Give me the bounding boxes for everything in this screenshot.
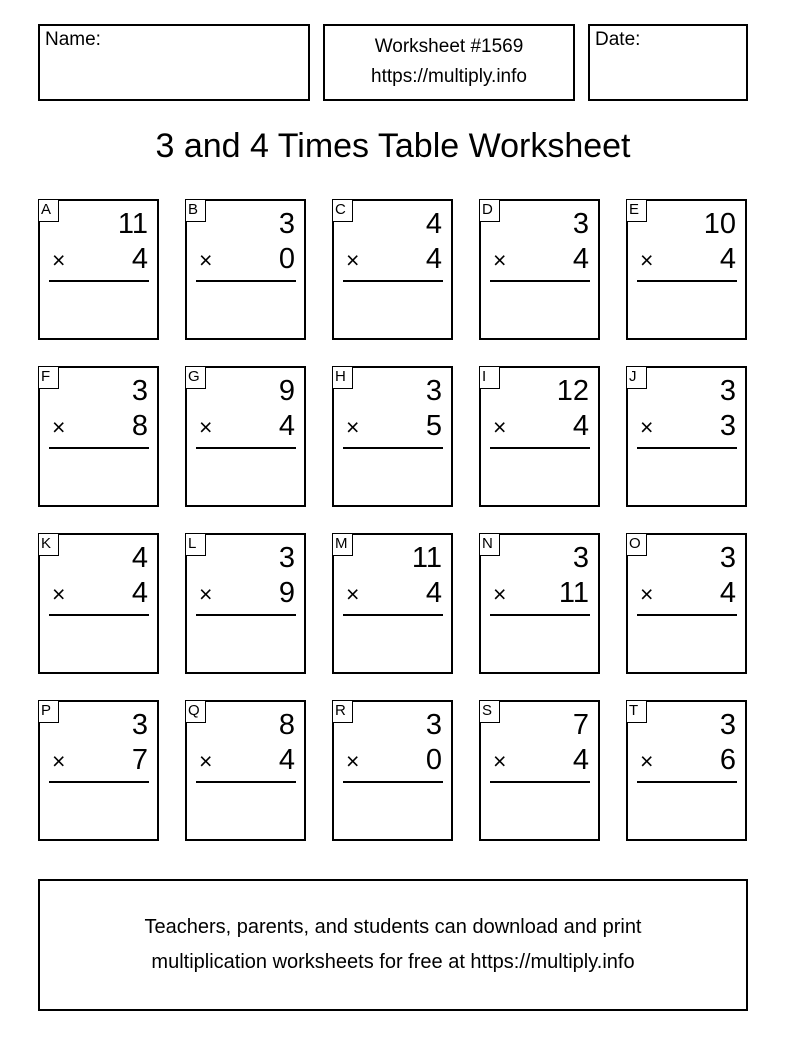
multiplier: 4 <box>572 744 589 776</box>
answer-line <box>343 447 443 449</box>
times-sign: × <box>346 414 360 440</box>
problem-letter: M <box>332 533 353 556</box>
problem-letter: T <box>626 700 647 723</box>
times-sign: × <box>493 581 507 607</box>
times-sign: × <box>493 247 507 273</box>
problem-cell-t[interactable] <box>626 700 747 841</box>
multiplier: 0 <box>425 744 442 776</box>
answer-line <box>196 280 296 282</box>
multiplier: 8 <box>131 410 148 442</box>
problem-cell-k[interactable] <box>38 533 159 674</box>
times-sign: × <box>640 247 654 273</box>
multiplier: 4 <box>425 577 442 609</box>
problem-letter: B <box>185 199 206 222</box>
multiplier: 4 <box>131 243 148 275</box>
times-sign: × <box>52 414 66 440</box>
problem-letter: D <box>479 199 500 222</box>
multiplicand: 3 <box>425 709 442 741</box>
multiplicand: 3 <box>131 375 148 407</box>
problem-cell-d[interactable] <box>479 199 600 340</box>
footer-box <box>38 879 748 1011</box>
problem-letter: Q <box>185 700 206 723</box>
problem-cell-q[interactable] <box>185 700 306 841</box>
answer-line <box>196 447 296 449</box>
times-sign: × <box>346 748 360 774</box>
multiplier: 3 <box>719 410 736 442</box>
answer-line <box>490 614 590 616</box>
times-sign: × <box>199 581 213 607</box>
problem-cell-g[interactable] <box>185 366 306 507</box>
date-label: Date: <box>595 29 641 50</box>
answer-line <box>196 781 296 783</box>
problem-letter: L <box>185 533 206 556</box>
multiplicand: 11 <box>117 208 148 240</box>
multiplier: 9 <box>278 577 295 609</box>
multiplier: 0 <box>278 243 295 275</box>
problem-letter: P <box>38 700 59 723</box>
multiplicand: 3 <box>278 542 295 574</box>
problem-cell-n[interactable] <box>479 533 600 674</box>
answer-line <box>490 280 590 282</box>
answer-line <box>196 614 296 616</box>
times-sign: × <box>640 581 654 607</box>
times-sign: × <box>199 247 213 273</box>
multiplicand: 4 <box>131 542 148 574</box>
answer-line <box>49 614 149 616</box>
multiplicand: 12 <box>556 375 589 407</box>
times-sign: × <box>52 247 66 273</box>
footer-line-2: multiplication worksheets for free at https://multiply.info <box>151 951 635 973</box>
multiplier: 4 <box>572 243 589 275</box>
answer-line <box>49 280 149 282</box>
multiplier: 5 <box>425 410 442 442</box>
problem-cell-o[interactable] <box>626 533 747 674</box>
problem-cell-j[interactable] <box>626 366 747 507</box>
answer-line <box>637 614 737 616</box>
times-sign: × <box>199 748 213 774</box>
multiplier: 4 <box>425 243 442 275</box>
problem-letter: R <box>332 700 353 723</box>
problem-letter: S <box>479 700 500 723</box>
answer-line <box>49 781 149 783</box>
problem-letter: A <box>38 199 59 222</box>
problem-cell-s[interactable] <box>479 700 600 841</box>
multiplier: 7 <box>131 744 148 776</box>
problem-cell-e[interactable] <box>626 199 747 340</box>
problem-cell-h[interactable] <box>332 366 453 507</box>
problem-letter: F <box>38 366 59 389</box>
multiplicand: 3 <box>719 542 736 574</box>
answer-line <box>343 781 443 783</box>
multiplier: 11 <box>558 577 589 609</box>
problem-letter: J <box>626 366 647 389</box>
multiplicand: 3 <box>719 375 736 407</box>
answer-line <box>637 280 737 282</box>
times-sign: × <box>493 748 507 774</box>
multiplicand: 3 <box>278 208 295 240</box>
problem-cell-c[interactable] <box>332 199 453 340</box>
multiplicand: 7 <box>572 709 589 741</box>
times-sign: × <box>346 581 360 607</box>
problem-cell-i[interactable] <box>479 366 600 507</box>
problem-letter: N <box>479 533 500 556</box>
problem-cell-l[interactable] <box>185 533 306 674</box>
times-sign: × <box>346 247 360 273</box>
problem-letter: K <box>38 533 59 556</box>
problem-cell-b[interactable] <box>185 199 306 340</box>
problem-letter: C <box>332 199 353 222</box>
problem-cell-m[interactable] <box>332 533 453 674</box>
problem-letter: O <box>626 533 647 556</box>
multiplier: 6 <box>719 744 736 776</box>
multiplier: 4 <box>719 243 736 275</box>
problem-cell-r[interactable] <box>332 700 453 841</box>
name-label: Name: <box>45 29 101 50</box>
times-sign: × <box>199 414 213 440</box>
worksheet-number: Worksheet #1569 <box>374 36 524 57</box>
answer-line <box>490 447 590 449</box>
multiplicand: 3 <box>719 709 736 741</box>
answer-line <box>637 447 737 449</box>
multiplicand: 3 <box>425 375 442 407</box>
times-sign: × <box>52 748 66 774</box>
times-sign: × <box>52 581 66 607</box>
answer-line <box>637 781 737 783</box>
problem-cell-f[interactable] <box>38 366 159 507</box>
multiplier: 4 <box>719 577 736 609</box>
answer-line <box>490 781 590 783</box>
problem-cell-p[interactable] <box>38 700 159 841</box>
times-sign: × <box>493 414 507 440</box>
problem-letter: I <box>479 366 500 389</box>
problem-letter: G <box>185 366 206 389</box>
answer-line <box>49 447 149 449</box>
multiplicand: 10 <box>703 208 736 240</box>
multiplicand: 11 <box>411 542 442 574</box>
multiplicand: 8 <box>278 709 295 741</box>
multiplicand: 4 <box>425 208 442 240</box>
answer-line <box>343 280 443 282</box>
worksheet-url: https://multiply.info <box>371 66 527 87</box>
multiplier: 4 <box>131 577 148 609</box>
multiplicand: 3 <box>572 208 589 240</box>
multiplicand: 3 <box>131 709 148 741</box>
answer-line <box>343 614 443 616</box>
problem-cell-a[interactable] <box>38 199 159 340</box>
multiplier: 4 <box>278 410 295 442</box>
problem-letter: H <box>332 366 353 389</box>
multiplicand: 9 <box>278 375 295 407</box>
multiplier: 4 <box>572 410 589 442</box>
times-sign: × <box>640 748 654 774</box>
problem-letter: E <box>626 199 647 222</box>
multiplier: 4 <box>278 744 295 776</box>
times-sign: × <box>640 414 654 440</box>
multiplicand: 3 <box>572 542 589 574</box>
footer-line-1: Teachers, parents, and students can download and print <box>144 916 642 938</box>
page-title: 3 and 4 Times Table Worksheet <box>155 127 631 165</box>
